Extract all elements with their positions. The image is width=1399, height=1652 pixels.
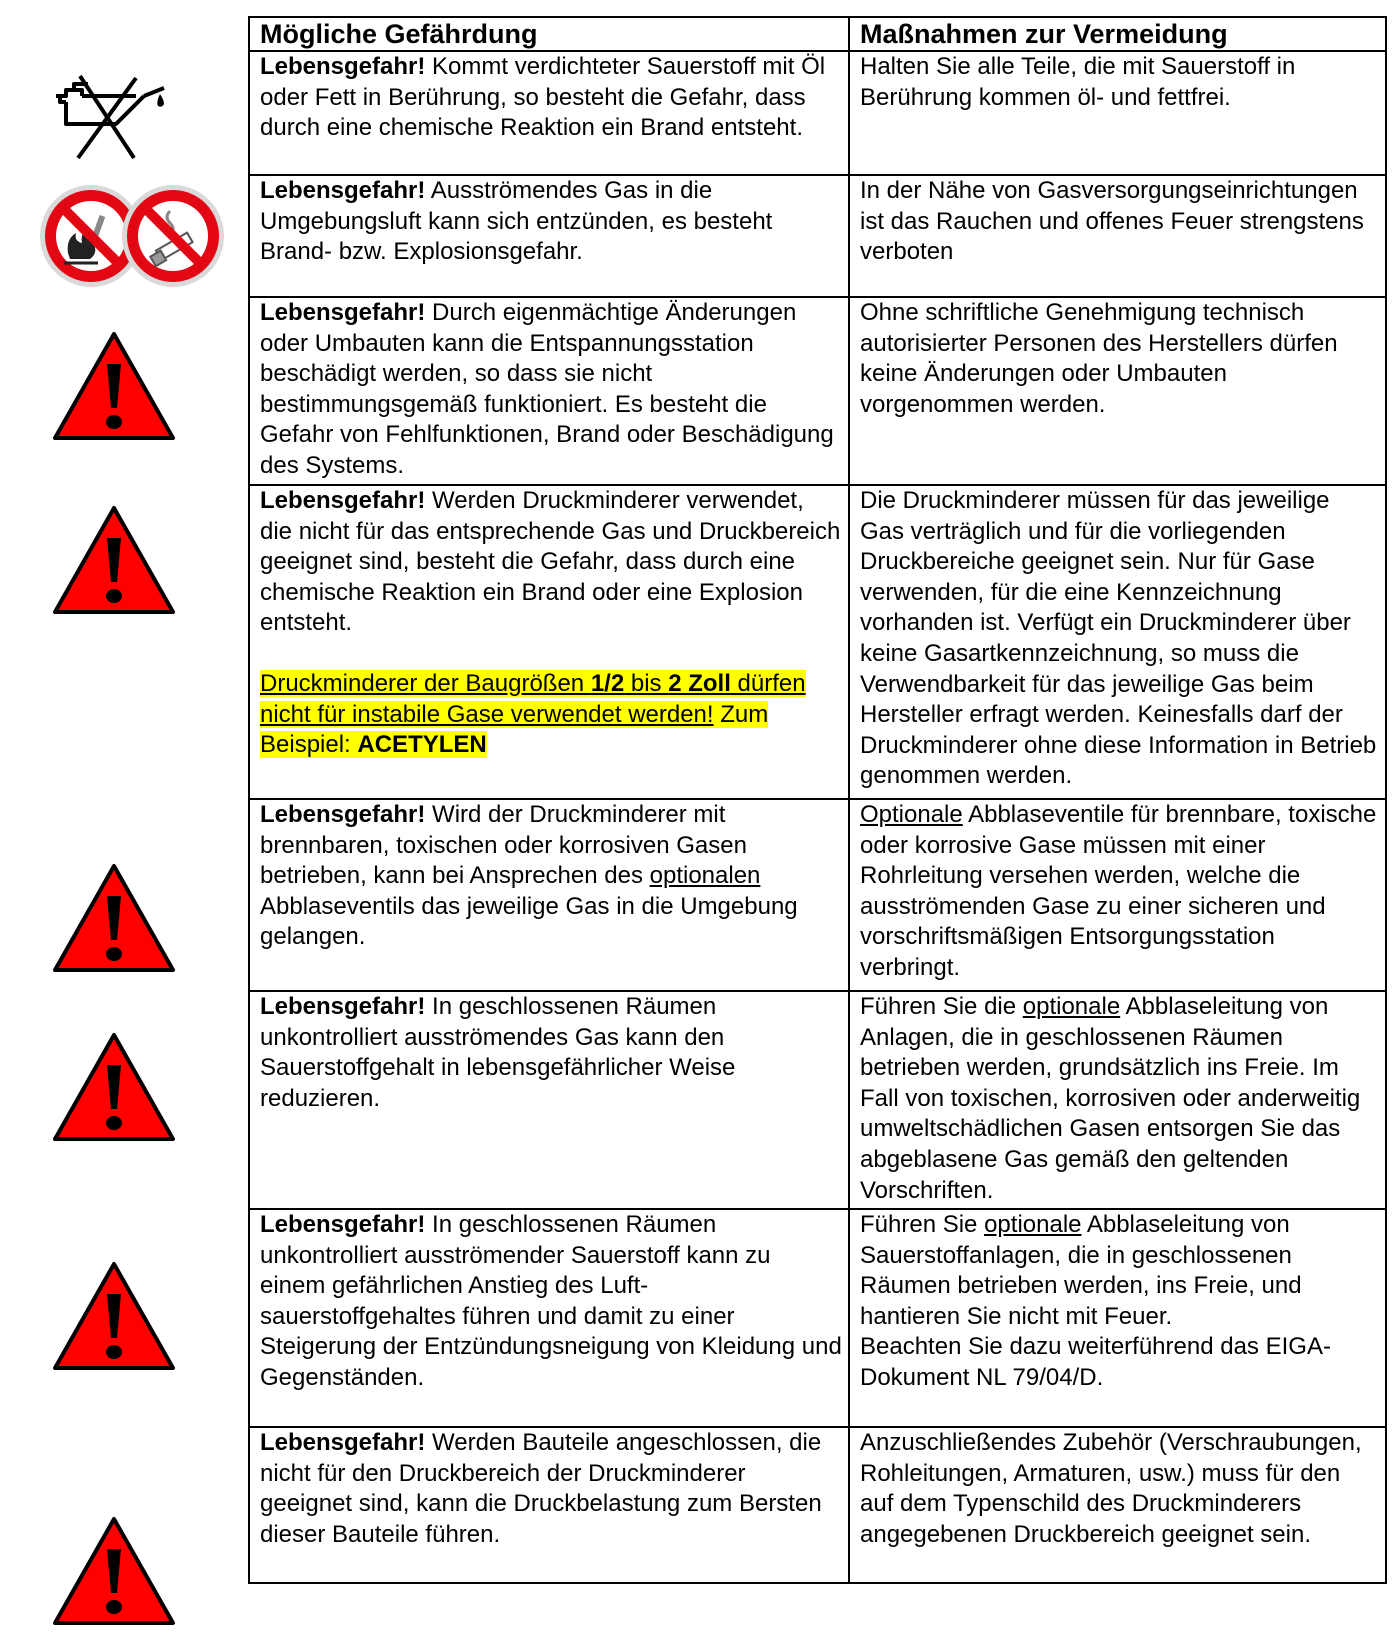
hazard-cell	[249, 51, 849, 175]
hazard-text: Durch eigenmächtige Änderungen oder Umbauten kann die Entspannungsstation beschädigt werden, so dass sie nicht bestimmungsgemäß funktioniert. Es besteht die Gefahr von Fehlfunktionen, Brand oder Beschädigung des Systems.	[260, 299, 834, 479]
table-row	[249, 175, 1386, 297]
measure-text: Die Druckminderer müssen für das jeweilige Gas verträglich und für die vorliegenden Druckbereiche geeignet sein. Nur für Gase verwenden, für die eine Kennzeichnung vorhanden ist. Verfügt ein Druckminderer über keine Gasartkennzeichnung, so muss die Verwendbarkeit für das jeweilige Gas beim Hersteller erfragt werden. Keinesfalls darf der Druckminderer ohne diese Information in Betrieb genommen werden.	[860, 487, 1377, 790]
hazard-cell: Lebensgefahr! Wird der Druckminderer mit brennbaren, toxischen oder korrosiven Gasen betrieben, kann bei Ansprechen des optionalen Abblaseventils das jeweilige Gas in die Umgebung gelangen.	[249, 799, 849, 991]
no-oil-grease-icon	[52, 72, 174, 160]
table-header-row	[249, 17, 1386, 51]
optional-term: optionalen	[649, 862, 761, 890]
eiga-reference: Beachten Sie dazu weiterführend das EIGA-Dokument NL 79/04/D.	[860, 1333, 1331, 1391]
danger-label: Lebensgefahr!	[260, 1429, 426, 1456]
measure-cell	[849, 175, 1386, 297]
measure-text: Anzuschließendes Zubehör (Verschraubungen, Rohleitungen, Armaturen, usw.) muss für den auf dem Typenschild des Druckminderers angegebenen Druckbereich geeignet sein.	[860, 1429, 1362, 1548]
measure-cell	[849, 485, 1386, 799]
hazard-cell	[249, 175, 849, 297]
warning-triangle-icon	[51, 330, 177, 442]
danger-label: Lebensgefahr!	[260, 487, 426, 514]
optional-term: optionale	[984, 1211, 1082, 1238]
hazard-text: Werden Druckminderer verwendet, die nicht für das entsprechende Gas und Druckbereich geeignet sind, besteht die Gefahr, dass durch eine chemische Reaktion ein Brand oder eine Explosion entsteht.	[260, 487, 841, 637]
header-measures: Maßnahmen zur Vermeidung	[849, 17, 1386, 51]
measure-cell	[849, 297, 1386, 485]
optional-term: optionale	[1022, 993, 1121, 1020]
warning-triangle-icon	[51, 862, 177, 974]
warning-triangle-icon	[51, 1515, 177, 1627]
measure-text: Ohne schriftliche Genehmigung technisch autorisierter Personen des Herstellers dürfen keine Änderungen oder Umbauten vorgenommen werden.	[860, 299, 1338, 418]
measure-text: In der Nähe von Gasversorgungseinrichtungen ist das Rauchen und offenes Feuer strengstens verboten	[860, 177, 1364, 266]
hazard-cell	[249, 297, 849, 485]
table-row	[249, 485, 1386, 799]
table-row	[249, 1427, 1386, 1583]
warning-triangle-icon	[51, 504, 177, 616]
danger-label: Lebensgefahr!	[260, 177, 426, 204]
danger-label: Lebensgefahr!	[260, 299, 426, 326]
header-hazard: Mögliche Gefährdung	[249, 17, 849, 51]
measure-cell	[849, 51, 1386, 175]
hazard-cell	[249, 485, 849, 799]
hazard-table	[248, 16, 1387, 1584]
hazard-text: In geschlossenen Räumen unkontrolliert ausströmender Sauerstoff kann zu einem gefährlichen Anstieg des Luft-sauerstoffgehaltes führen und damit zu einer Steigerung der Entzündungsneigung von Kleidung und Gegenständen.	[260, 1211, 842, 1391]
table-row	[249, 1209, 1386, 1427]
hazard-text: Werden Bauteile angeschlossen, die nicht für den Druckbereich der Druckminderer geeignet sind, kann die Druckbelastung zum Bersten dieser Bauteile führen.	[260, 1429, 822, 1548]
danger-label: Lebensgefahr!	[260, 53, 426, 80]
warning-triangle-icon	[51, 1260, 177, 1372]
hazard-cell	[249, 1209, 849, 1427]
example-note: Zum Beispiel: ACETYLEN	[260, 700, 769, 759]
table-row	[249, 51, 1386, 175]
danger-label: Lebensgefahr!	[260, 801, 426, 828]
hazard-text: Ausströmendes Gas in die Umgebungsluft kann sich entzünden, es besteht Brand- bzw. Explosionsgefahr.	[260, 177, 773, 266]
measure-cell	[849, 1427, 1386, 1583]
instability-note: Druckminderer der Baugrößen 1/2 bis 2 Zoll dürfen nicht für instabile Gase verwendet werden!	[260, 669, 806, 728]
hazard-cell	[249, 991, 849, 1209]
hazard-text: In geschlossenen Räumen unkontrolliert ausströmendes Gas kann den Sauerstoffgehalt in lebensgefährlicher Weise reduzieren.	[260, 993, 736, 1112]
measure-text: Halten Sie alle Teile, die mit Sauerstoff in Berührung kommen öl- und fettfrei.	[860, 53, 1296, 111]
measure-cell: Führen Sie die optionale Abblaseleitung von Anlagen, die in geschlossenen Räumen betrieben werden, grundsätzlich ins Freie. Im Fall von toxischen, korrosiven oder anderweitig umweltschädlichen Gasen entsorgen Sie das abgeblasene Gas gemäß den geltenden Vorschriften.	[849, 991, 1386, 1209]
table-row	[249, 799, 1386, 991]
optional-term: Optionale	[860, 801, 963, 828]
measure-cell: Optionale Abblaseventile für brennbare, toxische oder korrosive Gase müssen mit einer Rohrleitung versehen werden, welche die ausströmenden Gase zu einer sicheren und vorschriftsmäßigen Entsorgungsstation verbringt.	[849, 799, 1386, 991]
no-smoking-icon	[120, 183, 226, 289]
table-row	[249, 991, 1386, 1209]
hazard-cell	[249, 1427, 849, 1583]
danger-label: Lebensgefahr!	[260, 993, 426, 1020]
hazard-text: Kommt verdichteter Sauerstoff mit Öl oder Fett in Berührung, so besteht die Gefahr, dass durch eine chemische Reaktion ein Brand entsteht.	[260, 53, 826, 142]
measure-cell: Führen Sie optionale Abblaseleitung von Sauerstoffanlagen, die in geschlossenen Räumen betrieben werden, ins Freie, und hantieren Sie nicht mit Feuer. Beachten Sie dazu weiterführend das EIGA-Dokument NL 79/04/D.	[849, 1209, 1386, 1427]
danger-label: Lebensgefahr!	[260, 1211, 426, 1238]
warning-triangle-icon	[51, 1031, 177, 1143]
table-row	[249, 297, 1386, 485]
